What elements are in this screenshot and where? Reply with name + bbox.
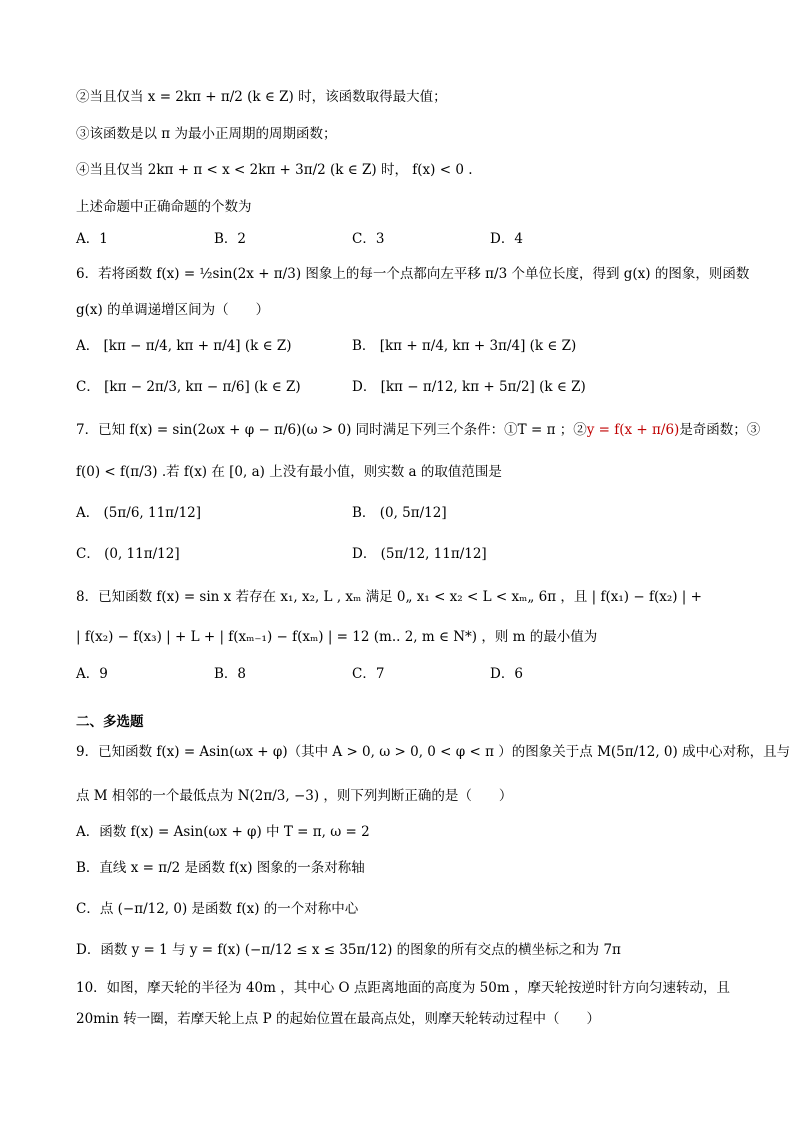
q8-choice-d[interactable]: D．6 [490, 666, 523, 682]
q8-choice-a[interactable]: A．9 [76, 666, 108, 682]
q8-choice-c[interactable]: C．7 [352, 666, 385, 682]
q6-choice-d[interactable]: D． [kπ − π/12, kπ + 5π/2] (k ∈ Z) [352, 379, 586, 395]
q8-stem-line1: 8．已知函数 f(x) = sin x 若存在 x₁, x₂, L , xₘ 满足 0„ x₁ < x₂ < L < xₘ„ 6π ，且 | f(x₁) − f(x₂) | + [76, 589, 702, 605]
item-3: ③该函数是以 π 为最小正周期的周期函数； [76, 126, 337, 142]
q7-stem-line1 [76, 420, 760, 440]
q5-prompt: 上述命题中正确命题的个数为 [76, 199, 252, 215]
q6-stem-line2: g(x) 的单调递增区间为（ ） [76, 302, 270, 318]
q9-stem-line2: 点 M 相邻的一个最低点为 N(2π/3, −3) ，则下列判断正确的是（ ） [76, 788, 513, 804]
q6-choice-b[interactable]: B． [kπ + π/4, kπ + 3π/4] (k ∈ Z) [352, 338, 577, 354]
q7-stem-line2: f(0) < f(π/3) .若 f(x) 在 [0, a) 上没有最小值，则实数 a 的取值范围是 [76, 464, 502, 480]
q7-choice-d[interactable]: D． (5π/12, 11π/12] [352, 546, 487, 562]
q9-choice-d[interactable]: D．函数 y = 1 与 y = f(x) (−π/12 ≤ x ≤ 35π/12) 的图象的所有交点的横坐标之和为 7π [76, 942, 621, 958]
q9-choice-c[interactable]: C．点 (−π/12, 0) 是函数 f(x) 的一个对称中心 [76, 901, 359, 917]
q9-stem-line1: 9．已知函数 f(x) = Asin(ωx + φ)（其中 A > 0, ω > 0, 0 < φ < π ）的图象关于点 M(5π/12, 0) 成中心对称，且与 [76, 744, 791, 760]
q5-choice-b[interactable]: B．2 [214, 231, 247, 247]
q7-choice-a[interactable]: A． (5π/6, 11π/12] [76, 505, 202, 521]
q6-choice-a[interactable]: A． [kπ − π/4, kπ + π/4] (k ∈ Z) [76, 338, 292, 354]
q6-choice-c[interactable]: C． [kπ − 2π/3, kπ − π/6] (k ∈ Z) [76, 379, 301, 395]
item-4: ④当且仅当 2kπ + π < x < 2kπ + 3π/2 (k ∈ Z) 时， f(x) < 0 . [76, 162, 473, 178]
item-2: ②当且仅当 x = 2kπ + π/2 (k ∈ Z) 时，该函数取得最大值； [76, 89, 447, 105]
q6-stem-line1: 6．若将函数 f(x) = ½sin(2x + π/3) 图象上的每一个点都向左平移 π/3 个单位长度，得到 g(x) 的图象，则函数 [76, 266, 750, 282]
q8-stem-line2: | f(x₂) − f(x₃) | + L + | f(xₘ₋₁) − f(xₘ) | = 12 (m.. 2, m ∈ N*) ，则 m 的最小值为 [76, 629, 598, 645]
q7-choice-c[interactable]: C． (0, 11π/12] [76, 546, 180, 562]
q7-stem-part1: 7．已知 f(x) = sin(2ωx + φ − π/6)(ω > 0) 同时满足下列三个条件：①T = π ；② [76, 422, 587, 438]
q7-stem-highlight: y = f(x + π/6) [586, 422, 680, 438]
q5-choice-d[interactable]: D．4 [490, 231, 523, 247]
q5-choice-a[interactable]: A．1 [76, 231, 108, 247]
q9-choice-a[interactable]: A．函数 f(x) = Asin(ωx + φ) 中 T = π, ω = 2 [76, 824, 370, 840]
q5-choice-c[interactable]: C．3 [352, 231, 385, 247]
section-heading-multiple-choice: 二、多选题 [76, 714, 144, 730]
q8-choice-b[interactable]: B．8 [214, 666, 247, 682]
q10-stem-line2: 20min 转一圈，若摩天轮上点 P 的起始位置在最高点处，则摩天轮转动过程中（ ） [76, 1011, 600, 1027]
q9-choice-b[interactable]: B．直线 x = π/2 是函数 f(x) 图象的一条对称轴 [76, 860, 365, 876]
q7-choice-b[interactable]: B． (0, 5π/12] [352, 505, 447, 521]
q7-stem-part2: 是奇函数；③ [679, 422, 761, 438]
q10-stem-line1: 10．如图，摩天轮的半径为 40m ，其中心 O 点距离地面的高度为 50m ，摩天轮按逆时针方向匀速转动，且 [76, 980, 730, 996]
